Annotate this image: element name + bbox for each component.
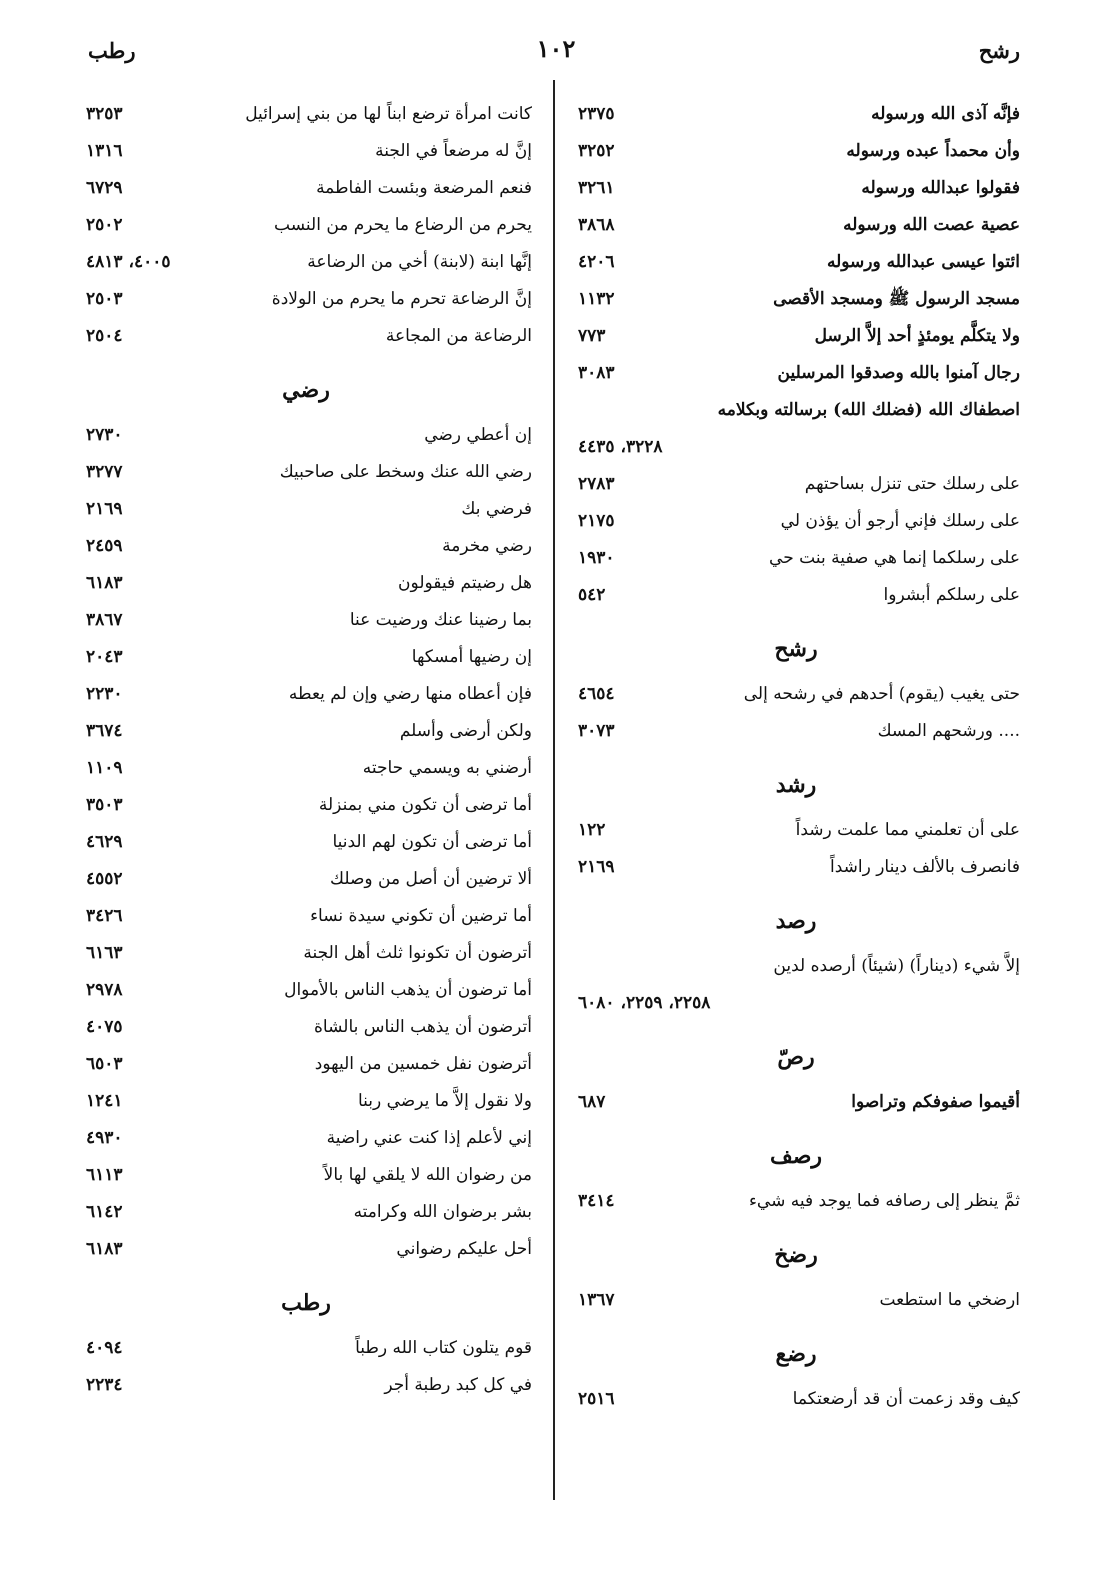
entry-reference-number: ٣٤١٤ [578,1191,615,1211]
left-column [80,96,532,1404]
index-entry [80,602,532,639]
index-entry [80,281,532,318]
entry-reference-number: ٦١٤٢ [86,1202,123,1222]
entry-text: وأن محمداً عبده ورسوله [846,141,1020,161]
entry-reference-number: ٦٧٢٩ [86,178,123,198]
entry-reference-number: ٣٢٧٧ [86,462,123,482]
index-entry [572,133,1020,170]
index-entry [80,207,532,244]
entry-reference-number: ٣٤٢٦ [86,906,123,926]
entry-text: فقولوا عبدالله ورسوله [861,178,1020,198]
entry-reference-number: ٢٧٣٠ [86,425,123,445]
entry-reference-number: ٦٥٠٣ [86,1054,123,1074]
entry-text: ولا نقول إلاَّ ما يرضي ربنا [357,1091,532,1111]
entry-text: إن رضيها أمسكها [411,647,532,667]
entry-text: ألا ترضين أن أصل من وصلك [330,869,532,889]
entry-reference-number: ١٣٦٧ [578,1290,615,1310]
index-entry [572,540,1020,577]
index-entry [572,812,1020,849]
entry-reference-number: ٢٥٠٢ [86,215,123,235]
entry-reference-number: ٢١٧٥ [578,511,615,531]
index-entry [572,170,1020,207]
index-entry [80,1120,532,1157]
index-entry [80,750,532,787]
page-header [80,34,1032,78]
entry-reference-number: ٦١٦٣ [86,943,123,963]
entry-text: في كل كبد رطبة أجر [384,1375,532,1395]
entry-reference-number: ٤٠٩٤ [86,1338,123,1358]
index-entry [572,577,1020,614]
entry-reference-number: ٢٤٥٩ [86,536,123,556]
index-entry [80,133,532,170]
entry-reference-number: ١٩٣٠ [578,548,615,568]
entry-text: ارضخي ما استطعت [879,1290,1020,1310]
entry-text: أرضني به ويسمي حاجته [362,758,532,778]
entry-reference-number: ٢١٦٩ [578,857,615,877]
index-entry [572,713,1020,750]
entry-text: أترضون أن يذهب الناس بالشاة [314,1017,532,1037]
index-entry [80,676,532,713]
entry-text: فرضي بك [461,499,532,519]
entry-text: أترضون نفل خمسين من اليهود [314,1054,532,1074]
entry-reference-number: ١٢٤١ [86,1091,123,1111]
entry-text: أترضون أن تكونوا ثلث أهل الجنة [303,943,532,963]
entry-reference-number: ٤٦٢٩ [86,832,123,852]
entry-text: أقيموا صفوفكم وتراصوا [851,1092,1020,1112]
index-entry [80,639,532,676]
index-entry [572,985,1020,1022]
entry-text: رضي الله عنك وسخط على صاحبيك [279,462,532,482]
right-column [572,96,1020,1418]
entry-text: فانصرف بالألف دينار راشداً [829,857,1020,877]
index-entry [80,1009,532,1046]
index-entry [80,1194,532,1231]
entry-text: على رسلكم أبشروا [883,585,1020,605]
section-heading: رطب [281,1290,331,1316]
entry-text: عصية عصت الله ورسوله [843,215,1020,235]
index-entry [80,713,532,750]
header-keyword-right: رشح [978,38,1020,63]
entry-reference-number: ٤٢٠٦ [578,252,615,272]
entry-text: أحل عليكم رضواني [396,1239,532,1259]
entry-reference-number: ١١٠٩ [86,758,123,778]
index-entry [80,96,532,133]
entry-reference-number: ٤٥٥٢ [86,869,123,889]
entry-reference-number: ٥٤٢ [578,585,606,605]
section-heading: رشح [774,636,818,662]
entry-text: رجال آمنوا بالله وصدقوا المرسلين [777,363,1020,383]
entry-reference-number: ٣٨٦٧ [86,610,123,630]
entry-text: بشر برضوان الله وكرامته [353,1202,532,1222]
entry-reference-number: ٣٢٥٣ [86,104,123,124]
entry-text: على رسلك فإني أرجو أن يؤذن لي [780,511,1020,531]
entry-reference-number: ٦١٨٣ [86,573,123,593]
index-entry [80,861,532,898]
entry-text: ثمَّ ينظر إلى رصافه فما يوجد فيه شيء [748,1191,1020,1211]
entry-reference-number: ٣٠٧٣ [578,721,615,741]
entry-text: كيف وقد زعمت أن قد أرضعتكما [792,1389,1020,1409]
entry-text: الرضاعة من المجاعة [385,326,532,346]
entry-text: أما ترضى أن تكون لهم الدنيا [332,832,532,852]
index-entry [572,466,1020,503]
entry-reference-number: ٣٢٢٨، ٤٤٣٥ [578,437,663,457]
entry-text: مسجد الرسول ﷺ ومسجد الأقصى [773,289,1020,309]
index-entry [572,392,1020,429]
entry-reference-number: ٤٩٣٠ [86,1128,123,1148]
index-entry [80,417,532,454]
entry-reference-number: ٢٥١٦ [578,1389,615,1409]
entry-reference-number: ٦١١٣ [86,1165,123,1185]
index-entry [80,1367,532,1404]
index-entry [80,824,532,861]
entry-reference-number: ٤٠٧٥ [86,1017,123,1037]
index-entry [80,1083,532,1120]
header-keyword-left: رطب [88,38,136,63]
index-entry [572,1381,1020,1418]
entry-reference-number: ٢١٦٩ [86,499,123,519]
index-entry [572,948,1020,985]
entry-text: اصطفاك الله (فضلك الله) برسالته وبكلامه [717,400,1020,420]
entry-reference-number: ١١٣٢ [578,289,615,309]
index-entry [572,503,1020,540]
entry-reference-number: ٤٠٠٥، ٤٨١٣ [86,252,171,272]
entry-text: قوم يتلون كتاب الله رطباً [355,1338,532,1358]
entry-reference-number: ٢٥٠٣ [86,289,123,309]
entry-reference-number: ٢٠٤٣ [86,647,123,667]
index-entry [572,676,1020,713]
index-entry [80,318,532,355]
entry-reference-number: ٢٢٣٤ [86,1375,123,1395]
index-entry [80,1046,532,1083]
entry-text: على أن تعلمني مما علمت رشداً [795,820,1020,840]
entry-text: إنَّها ابنة (لابنة) أخي من الرضاعة [307,252,532,272]
entry-reference-number: ٣٠٨٣ [578,363,615,383]
index-entry [572,96,1020,133]
entry-reference-number: ٦٨٧ [578,1092,606,1112]
index-entry [80,1330,532,1367]
index-entry [80,491,532,528]
section-heading: رضي [282,377,330,403]
entry-reference-number: ٦١٨٣ [86,1239,123,1259]
entry-reference-number: ٧٧٣ [578,326,606,346]
entry-reference-number: ٣٢٥٢ [578,141,615,161]
entry-reference-number: ٢٥٠٤ [86,326,123,346]
entry-reference-number: ٢٢٥٨، ٢٢٥٩، ٦٠٨٠ [578,993,711,1013]
entry-reference-number: ٣٦٧٤ [86,721,123,741]
page-number: ١٠٢ [536,34,576,63]
section-heading: رشد [775,772,817,798]
index-entry [572,1183,1020,1220]
entry-text: من رضوان الله لا يلقي لها بالاً [323,1165,532,1185]
index-entry [572,429,1020,466]
entry-text: ولكن أرضى وأسلم [399,721,532,741]
entry-text: إنَّ له مرضعاً في الجنة [375,141,532,161]
index-entry [572,318,1020,355]
entry-reference-number: ٣٢٦١ [578,178,615,198]
entry-reference-number: ٢٧٨٣ [578,474,615,494]
index-entry [80,454,532,491]
entry-text: ولا يتكلَّم يومئذٍ أحد إلاَّ الرسل [814,326,1020,346]
entry-text: حتى يغيب (يقوم) أحدهم في رشحه إلى [743,684,1020,704]
entry-reference-number: ٢٣٧٥ [578,104,615,124]
index-entry [572,207,1020,244]
index-entry [80,935,532,972]
index-entry [572,355,1020,392]
index-entry [80,972,532,1009]
entry-text: على رسلك حتى تنزل بساحتهم [804,474,1020,494]
index-entry [80,528,532,565]
entry-text: إن أعطي رضي [424,425,532,445]
index-entry [572,281,1020,318]
entry-text: أما ترضين أن تكوني سيدة نساء [310,906,532,926]
index-entry [80,1231,532,1268]
entry-text: فإنَّه آذى الله ورسوله [871,104,1020,124]
entry-reference-number: ٣٥٠٣ [86,795,123,815]
section-heading: رصف [769,1143,823,1169]
index-entry [572,1084,1020,1121]
entry-reference-number: ١٢٢ [578,820,606,840]
entry-text: إني لأعلم إذا كنت عني راضية [326,1128,532,1148]
index-entry [80,787,532,824]
index-entry [80,170,532,207]
entry-text: فنعم المرضعة وبئست الفاطمة [316,178,532,198]
entry-reference-number: ٢٩٧٨ [86,980,123,1000]
entry-text: بما رضينا عنك ورضيت عنا [349,610,532,630]
index-entry [572,244,1020,281]
entry-text: رضي مخرمة [442,536,532,556]
entry-text: أما ترضون أن يذهب الناس بالأموال [284,980,532,1000]
entry-text: كانت امرأة ترضع ابناً لها من بني إسرائيل [245,104,532,124]
column-divider [553,80,555,1500]
entry-text: إنَّ الرضاعة تحرم ما يحرم من الولادة [271,289,532,309]
entry-text: يحرم من الرضاع ما يحرم من النسب [274,215,532,235]
index-entry [80,244,532,281]
entry-text: على رسلكما إنما هي صفية بنت حي [769,548,1020,568]
section-heading: رضع [775,1341,817,1367]
entry-reference-number: ٤٦٥٤ [578,684,615,704]
entry-reference-number: ١٣١٦ [86,141,123,161]
index-entry [80,898,532,935]
section-heading: رصّ [777,1044,815,1070]
index-entry [80,1157,532,1194]
index-entry [572,849,1020,886]
entry-text: .... ورشحهم المسك [877,721,1020,741]
entry-text: ائتوا عيسى عبدالله ورسوله [826,252,1020,272]
section-heading: رصد [775,908,817,934]
index-entry [572,1282,1020,1319]
section-heading: رضخ [774,1242,818,1268]
entry-reference-number: ٢٢٣٠ [86,684,123,704]
entry-text: هل رضيتم فيقولون [398,573,532,593]
index-entry [80,565,532,602]
entry-text: أما ترضى أن تكون مني بمنزلة [318,795,532,815]
entry-reference-number: ٣٨٦٨ [578,215,615,235]
entry-text: فإن أعطاه منها رضي وإن لم يعطه [288,684,532,704]
entry-text: إلاَّ شيء (ديناراً) (شيئاً) أرصده لدين [773,956,1020,976]
